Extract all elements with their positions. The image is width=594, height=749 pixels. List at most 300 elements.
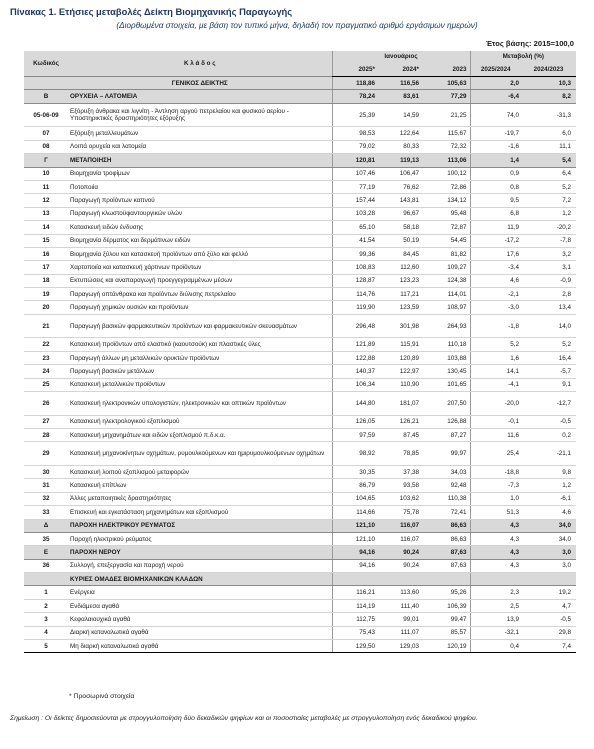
cell-change-2024-2023: 3,1	[524, 261, 576, 274]
cell-change-2024-2023: 10,3	[524, 77, 576, 90]
table-row	[24, 288, 576, 301]
cell-change-2025-2024: 11,6	[470, 428, 524, 441]
cell-2024: 75,78	[378, 506, 422, 519]
cell-2023: 72,41	[422, 506, 470, 519]
cell-code: 30	[24, 465, 68, 478]
cell-code: 35	[24, 532, 68, 545]
table-row	[24, 167, 576, 180]
cell-change-2024-2023: 1,2	[524, 479, 576, 492]
cell-sector: Κατασκευή μηχανοκίνητων οχημάτων, ρυμουλκούμενων και ημιρυμουλκούμενων οχημάτων	[68, 442, 332, 466]
cell-code: 2	[24, 599, 68, 612]
cell-2025: 114,19	[332, 599, 378, 612]
cell-code: 12	[24, 194, 68, 207]
table-row	[24, 154, 576, 167]
header-2024: 2024*	[378, 63, 422, 77]
cell-code: 24	[24, 365, 68, 378]
cell-change-2024-2023: -5,7	[524, 365, 576, 378]
cell-2025: 99,36	[332, 247, 378, 260]
cell-change-2025-2024: 0,8	[470, 180, 524, 193]
cell-2025: 120,81	[332, 154, 378, 167]
cell-code: 5	[24, 640, 68, 653]
cell-sector: Κατασκευή προϊόντων από ελαστικό (καουτσούκ) και πλαστικές ύλες	[68, 338, 332, 351]
cell-change-2024-2023: 9,1	[524, 378, 576, 391]
cell-2023: 101,65	[422, 378, 470, 391]
cell-sector: Ενδιάμεσα αγαθά	[68, 599, 332, 612]
cell-change-2025-2024: -19,7	[470, 127, 524, 140]
cell-2024: 126,21	[378, 415, 422, 428]
cell-change-2025-2024: 4,6	[470, 274, 524, 287]
cell-sector: ΟΡΥΧΕΙΑ – ΛΑΤΟΜΕΙΑ	[68, 90, 332, 103]
cell-change-2025-2024: 4,3	[470, 532, 524, 545]
cell-2024: 110,90	[378, 378, 422, 391]
cell-2024: 90,24	[378, 559, 422, 572]
cell-change-2025-2024: -3,0	[470, 301, 524, 314]
cell-2023: 72,86	[422, 180, 470, 193]
table-row	[24, 392, 576, 416]
table-row	[24, 613, 576, 626]
cell-2025: 30,35	[332, 465, 378, 478]
cell-2023: 124,38	[422, 274, 470, 287]
cell-2024: 122,97	[378, 365, 422, 378]
cell-sector: Χαρτοποιία και κατασκευή χάρτινων προϊόντων	[68, 261, 332, 274]
cell-2025: 98,53	[332, 127, 378, 140]
cell-2023: 87,63	[422, 546, 470, 559]
table-subtitle: (Διορθωμένα στοιχεία, με βάση τον τυπικό μήνα, δηλαδή τον πραγματικό αριθμό εργάσιμων ημερών)	[116, 21, 478, 30]
cell-2025: 129,50	[332, 640, 378, 653]
cell-code: 26	[24, 392, 68, 416]
cell-change-2025-2024: 2,3	[470, 586, 524, 599]
cell-code: 15	[24, 234, 68, 247]
cell-code: 32	[24, 492, 68, 505]
cell-code: 22	[24, 338, 68, 351]
cell-2023: 21,25	[422, 103, 470, 127]
cell-sector: Κατασκευή επίπλων	[68, 479, 332, 492]
table-row	[24, 234, 576, 247]
table-row	[24, 626, 576, 639]
cell-2024: 115,91	[378, 338, 422, 351]
table-row	[24, 573, 576, 586]
cell-change-2024-2023: 34,0	[524, 532, 576, 545]
cell-2024: 50,19	[378, 234, 422, 247]
cell-2023: 86,63	[422, 532, 470, 545]
base-year-label: Έτος βάσης: 2015=100,0	[485, 39, 574, 48]
cell-change-2025-2024: -20,0	[470, 392, 524, 416]
cell-sector: Παραγωγή άλλων μη μεταλλικών ορυκτών προϊόντων	[68, 351, 332, 364]
cell-2023: 110,38	[422, 492, 470, 505]
cell-change-2024-2023: 14,0	[524, 314, 576, 338]
cell-2025: 65,10	[332, 221, 378, 234]
cell-sector: Παραγωγή βασικών φαρμακευτικών προϊόντων και φαρμακευτικών σκευασμάτων	[68, 314, 332, 338]
header-2023: 2023	[422, 63, 470, 77]
cell-change-2024-2023: 6,0	[524, 127, 576, 140]
cell-change-2025-2024: 0,4	[470, 640, 524, 653]
table-row	[24, 492, 576, 505]
cell-sector: ΜΕΤΑΠΟΙΗΣΗ	[68, 154, 332, 167]
cell-2024: 117,21	[378, 288, 422, 301]
cell-code: 20	[24, 301, 68, 314]
cell-2024: 181,07	[378, 392, 422, 416]
cell-sector: ΚΥΡΙΕΣ ΟΜΑΔΕΣ ΒΙΟΜΗΧΑΝΙΚΩΝ ΚΛΑΔΩΝ	[68, 573, 332, 586]
cell-change-2024-2023: 34,0	[524, 519, 576, 532]
cell-code: 31	[24, 479, 68, 492]
cell-2025: 296,48	[332, 314, 378, 338]
cell-2024	[378, 573, 422, 586]
cell-code	[24, 573, 68, 586]
cell-2024: 93,58	[378, 479, 422, 492]
cell-2023: 99,97	[422, 442, 470, 466]
cell-change-2025-2024: 13,9	[470, 613, 524, 626]
cell-2025: 140,37	[332, 365, 378, 378]
cell-code: 10	[24, 167, 68, 180]
cell-sector: Κατασκευή μηχανημάτων και ειδών εξοπλισμού π.δ.κ.α.	[68, 428, 332, 441]
cell-2023: 85,57	[422, 626, 470, 639]
cell-code: Ε	[24, 546, 68, 559]
cell-2023: 95,26	[422, 586, 470, 599]
cell-code: Δ	[24, 519, 68, 532]
cell-change-2025-2024: -6,4	[470, 90, 524, 103]
cell-code: 14	[24, 221, 68, 234]
cell-2025: 86,79	[332, 479, 378, 492]
cell-sector: Βιομηχανία δέρματος και δερμάτινων ειδών	[68, 234, 332, 247]
cell-code: 3	[24, 613, 68, 626]
cell-2023: 77,29	[422, 90, 470, 103]
cell-2025: 114,66	[332, 506, 378, 519]
cell-sector: Παραγωγή προϊόντων καπνού	[68, 194, 332, 207]
cell-sector: Ποτοποιία	[68, 180, 332, 193]
table-row	[24, 465, 576, 478]
cell-2024: 123,23	[378, 274, 422, 287]
table-row	[24, 586, 576, 599]
cell-change-2024-2023: 5,2	[524, 338, 576, 351]
header-sector: Κ λ ά δ ο ς	[68, 51, 332, 77]
cell-2024: 78,85	[378, 442, 422, 466]
cell-change-2024-2023: 16,4	[524, 351, 576, 364]
cell-2025: 106,34	[332, 378, 378, 391]
cell-change-2025-2024: 5,2	[470, 338, 524, 351]
cell-sector: Λοιπά ορυχεία και λατομεία	[68, 140, 332, 153]
table-row	[24, 301, 576, 314]
cell-2023: 72,32	[422, 140, 470, 153]
cell-2024: 111,40	[378, 599, 422, 612]
cell-2023: 99,47	[422, 613, 470, 626]
table-row	[24, 221, 576, 234]
cell-code: 16	[24, 247, 68, 260]
table-row	[24, 479, 576, 492]
cell-code: 05-06-09	[24, 103, 68, 127]
cell-2024: 14,59	[378, 103, 422, 127]
header-2025: 2025*	[332, 63, 378, 77]
cell-2023: 207,50	[422, 392, 470, 416]
cell-sector: Παραγωγή οπτάνθρακα και προϊόντων διύλισης πετρελαίου	[68, 288, 332, 301]
table-row	[24, 351, 576, 364]
cell-2025: 75,43	[332, 626, 378, 639]
cell-change-2024-2023: -20,2	[524, 221, 576, 234]
table-body	[24, 77, 576, 653]
cell-sector: Κεφαλαιουχικά αγαθά	[68, 613, 332, 626]
table-row	[24, 442, 576, 466]
cell-change-2025-2024: 51,3	[470, 506, 524, 519]
cell-change-2024-2023: 3,0	[524, 559, 576, 572]
cell-code	[24, 77, 68, 90]
cell-2024: 143,81	[378, 194, 422, 207]
cell-sector: ΓΕΝΙΚΟΣ ΔΕΙΚΤΗΣ	[68, 77, 332, 90]
table-row	[24, 378, 576, 391]
cell-2023: 106,39	[422, 599, 470, 612]
cell-2025: 98,92	[332, 442, 378, 466]
table-row	[24, 194, 576, 207]
cell-change-2025-2024: -17,2	[470, 234, 524, 247]
footnote: Σημείωση : Οι δείκτες δημοσιεύονται με στρογγυλοποίηση δύο δεκαδικών ψηφίων και οι ποσοστιαίες μεταβολές με στρογγυλοποίηση ενός δεκαδικού ψηφίου.	[10, 715, 478, 722]
cell-2024: 80,33	[378, 140, 422, 153]
cell-2024: 112,60	[378, 261, 422, 274]
cell-2023: 115,67	[422, 127, 470, 140]
cell-change-2025-2024: 2,0	[470, 77, 524, 90]
cell-sector: ΠΑΡΟΧΗ ΗΛΕΚΤΡΙΚΟΥ ΡΕΥΜΑΤΟΣ	[68, 519, 332, 532]
cell-2025: 94,16	[332, 559, 378, 572]
cell-code: 17	[24, 261, 68, 274]
cell-change-2025-2024: -1,6	[470, 140, 524, 153]
cell-2025: 116,21	[332, 586, 378, 599]
cell-code: 08	[24, 140, 68, 153]
cell-code: 25	[24, 378, 68, 391]
cell-change-2025-2024	[470, 573, 524, 586]
table-row	[24, 599, 576, 612]
cell-code: 36	[24, 559, 68, 572]
cell-2024: 37,38	[378, 465, 422, 478]
table-title: Πίνακας 1. Ετήσιες μεταβολές Δείκτη Βιομηχανικής Παραγωγής	[10, 6, 293, 17]
cell-code: B	[24, 90, 68, 103]
cell-code: 23	[24, 351, 68, 364]
cell-sector: Βιομηχανία ξύλου και κατασκευή προϊόντων από ξύλο και φελλό	[68, 247, 332, 260]
provisional-note: * Προσωρινά στοιχεία	[69, 693, 135, 700]
cell-change-2024-2023: 4,6	[524, 506, 576, 519]
cell-change-2025-2024: 4,3	[470, 519, 524, 532]
cell-2024: 106,47	[378, 167, 422, 180]
cell-change-2025-2024: 1,6	[470, 351, 524, 364]
table-row	[24, 247, 576, 260]
cell-2025: 121,89	[332, 338, 378, 351]
cell-2024: 76,62	[378, 180, 422, 193]
table-row	[24, 261, 576, 274]
cell-sector: Εκτυπώσεις και αναπαραγωγή προεγγεγραμμένων μέσων	[68, 274, 332, 287]
table-row	[24, 127, 576, 140]
cell-change-2024-2023: -31,3	[524, 103, 576, 127]
table-row	[24, 415, 576, 428]
cell-2025: 114,76	[332, 288, 378, 301]
cell-2025: 78,24	[332, 90, 378, 103]
cell-2023: 54,45	[422, 234, 470, 247]
cell-change-2025-2024: -3,4	[470, 261, 524, 274]
cell-change-2024-2023: 1,2	[524, 207, 576, 220]
cell-change-2025-2024: -18,8	[470, 465, 524, 478]
cell-code: 19	[24, 288, 68, 301]
cell-change-2024-2023: -0,5	[524, 613, 576, 626]
cell-2025: 112,75	[332, 613, 378, 626]
cell-sector: Παραγωγή κλωστοϋφαντουργικών υλών	[68, 207, 332, 220]
cell-2024: 123,59	[378, 301, 422, 314]
cell-change-2024-2023: -12,7	[524, 392, 576, 416]
table-row	[24, 90, 576, 103]
cell-change-2024-2023	[524, 573, 576, 586]
table-row	[24, 506, 576, 519]
cell-change-2024-2023: 8,2	[524, 90, 576, 103]
cell-2025: 107,46	[332, 167, 378, 180]
table-row	[24, 365, 576, 378]
cell-change-2024-2023: 7,4	[524, 640, 576, 653]
cell-change-2024-2023: -7,8	[524, 234, 576, 247]
cell-sector: Κατασκευή λοιπού εξοπλισμού μεταφορών	[68, 465, 332, 478]
cell-change-2025-2024: 11,9	[470, 221, 524, 234]
cell-change-2025-2024: -1,8	[470, 314, 524, 338]
cell-sector: Κατασκευή ηλεκτρονικών υπολογιστών, ηλεκτρονικών και οπτικών προϊόντων	[68, 392, 332, 416]
cell-2025: 41,54	[332, 234, 378, 247]
cell-2023: 100,12	[422, 167, 470, 180]
cell-change-2025-2024: 74,0	[470, 103, 524, 127]
cell-2024: 116,56	[378, 77, 422, 90]
cell-change-2024-2023: 0,2	[524, 428, 576, 441]
table-row	[24, 314, 576, 338]
cell-change-2025-2024: -0,1	[470, 415, 524, 428]
table-row	[24, 274, 576, 287]
cell-2024: 120,89	[378, 351, 422, 364]
cell-2023: 114,01	[422, 288, 470, 301]
cell-2025: 104,65	[332, 492, 378, 505]
cell-2024: 96,67	[378, 207, 422, 220]
cell-2024: 58,18	[378, 221, 422, 234]
table-row	[24, 180, 576, 193]
cell-2024: 83,61	[378, 90, 422, 103]
table-row	[24, 428, 576, 441]
cell-2023: 120,19	[422, 640, 470, 653]
cell-2023: 109,27	[422, 261, 470, 274]
cell-2024: 122,64	[378, 127, 422, 140]
cell-change-2024-2023: 4,7	[524, 599, 576, 612]
cell-2024: 87,45	[378, 428, 422, 441]
cell-sector: ΠΑΡΟΧΗ ΝΕΡΟΥ	[68, 546, 332, 559]
cell-change-2024-2023: 3,0	[524, 546, 576, 559]
cell-2023: 130,45	[422, 365, 470, 378]
table-row	[24, 640, 576, 653]
cell-2023: 110,18	[422, 338, 470, 351]
cell-change-2025-2024: 1,4	[470, 154, 524, 167]
cell-sector: Κατασκευή ειδών ένδυσης	[68, 221, 332, 234]
cell-code: 27	[24, 415, 68, 428]
cell-change-2024-2023: -6,1	[524, 492, 576, 505]
header-change: Μεταβολή (%)	[470, 51, 576, 63]
cell-change-2025-2024: -2,1	[470, 288, 524, 301]
cell-change-2024-2023: 2,8	[524, 288, 576, 301]
cell-sector: Παροχή ηλεκτρικού ρεύματος	[68, 532, 332, 545]
cell-2024: 84,45	[378, 247, 422, 260]
cell-code: 1	[24, 586, 68, 599]
cell-change-2024-2023: 3,2	[524, 247, 576, 260]
table-row	[24, 207, 576, 220]
cell-2025: 121,10	[332, 519, 378, 532]
cell-2023: 105,63	[422, 77, 470, 90]
cell-change-2024-2023: 13,4	[524, 301, 576, 314]
cell-2025: 94,16	[332, 546, 378, 559]
cell-2023: 103,88	[422, 351, 470, 364]
cell-sector: Εξόρυξη μεταλλευμάτων	[68, 127, 332, 140]
cell-change-2025-2024: 0,9	[470, 167, 524, 180]
cell-code: Γ	[24, 154, 68, 167]
cell-change-2024-2023: 19,2	[524, 586, 576, 599]
cell-2025: 118,86	[332, 77, 378, 90]
cell-change-2025-2024: 25,4	[470, 442, 524, 466]
cell-2023: 86,63	[422, 519, 470, 532]
cell-change-2025-2024: 14,1	[470, 365, 524, 378]
cell-2023: 134,12	[422, 194, 470, 207]
cell-code: 4	[24, 626, 68, 639]
table-row	[24, 519, 576, 532]
cell-2024: 116,07	[378, 519, 422, 532]
cell-2023: 113,06	[422, 154, 470, 167]
cell-sector: Κατασκευή μεταλλικών προϊόντων	[68, 378, 332, 391]
cell-change-2024-2023: 11,1	[524, 140, 576, 153]
cell-2023: 72,87	[422, 221, 470, 234]
cell-change-2025-2024: 2,5	[470, 599, 524, 612]
cell-2024: 103,62	[378, 492, 422, 505]
cell-2023: 92,48	[422, 479, 470, 492]
cell-2024: 129,03	[378, 640, 422, 653]
cell-code: 21	[24, 314, 68, 338]
cell-sector: Εξόρυξη άνθρακα και λιγνίτη - Άντληση αργού πετρελαίου και φυσικού αερίου - Υποστηρικτικές δραστηριότητες εξόρυξης	[68, 103, 332, 127]
table-row	[24, 338, 576, 351]
table-row	[24, 532, 576, 545]
cell-sector: Παραγωγή βασικών μετάλλων	[68, 365, 332, 378]
cell-change-2025-2024: 9,5	[470, 194, 524, 207]
cell-2025: 121,10	[332, 532, 378, 545]
cell-2025: 79,02	[332, 140, 378, 153]
cell-2025: 144,80	[332, 392, 378, 416]
header-code: Κωδικός	[24, 51, 68, 77]
cell-code: 07	[24, 127, 68, 140]
cell-sector: Συλλογή, επεξεργασία και παροχή νερού	[68, 559, 332, 572]
header-change-2025-2024: 2025/2024	[470, 63, 524, 77]
header-change-2024-2023: 2024/2023	[524, 63, 576, 77]
cell-2024: 99,01	[378, 613, 422, 626]
cell-change-2025-2024: -4,1	[470, 378, 524, 391]
cell-2023: 87,63	[422, 559, 470, 572]
cell-sector: Κατασκευή ηλεκτρολογικού εξοπλισμού	[68, 415, 332, 428]
cell-change-2024-2023: 29,8	[524, 626, 576, 639]
cell-2023: 34,03	[422, 465, 470, 478]
cell-2025	[332, 573, 378, 586]
cell-change-2025-2024: 17,6	[470, 247, 524, 260]
cell-2025: 97,59	[332, 428, 378, 441]
cell-code: 18	[24, 274, 68, 287]
cell-2023	[422, 573, 470, 586]
cell-code: 33	[24, 506, 68, 519]
cell-sector: Βιομηχανία τροφίμων	[68, 167, 332, 180]
table-row	[24, 77, 576, 90]
cell-2024: 119,13	[378, 154, 422, 167]
cell-code: 13	[24, 207, 68, 220]
cell-sector: Άλλες μεταποιητικές δραστηριότητες	[68, 492, 332, 505]
cell-2025: 103,28	[332, 207, 378, 220]
cell-2024: 116,07	[378, 532, 422, 545]
cell-sector: Παραγωγή χημικών ουσιών και προϊόντων	[68, 301, 332, 314]
cell-2023: 264,93	[422, 314, 470, 338]
cell-sector: Επισκευή και εγκατάσταση μηχανημάτων και εξοπλισμού	[68, 506, 332, 519]
table-row	[24, 559, 576, 572]
cell-change-2024-2023: 6,4	[524, 167, 576, 180]
cell-sector: Διαρκή καταναλωτικά αγαθά	[68, 626, 332, 639]
table-row	[24, 103, 576, 127]
cell-2025: 157,44	[332, 194, 378, 207]
cell-change-2025-2024: 6,8	[470, 207, 524, 220]
cell-2025: 119,90	[332, 301, 378, 314]
